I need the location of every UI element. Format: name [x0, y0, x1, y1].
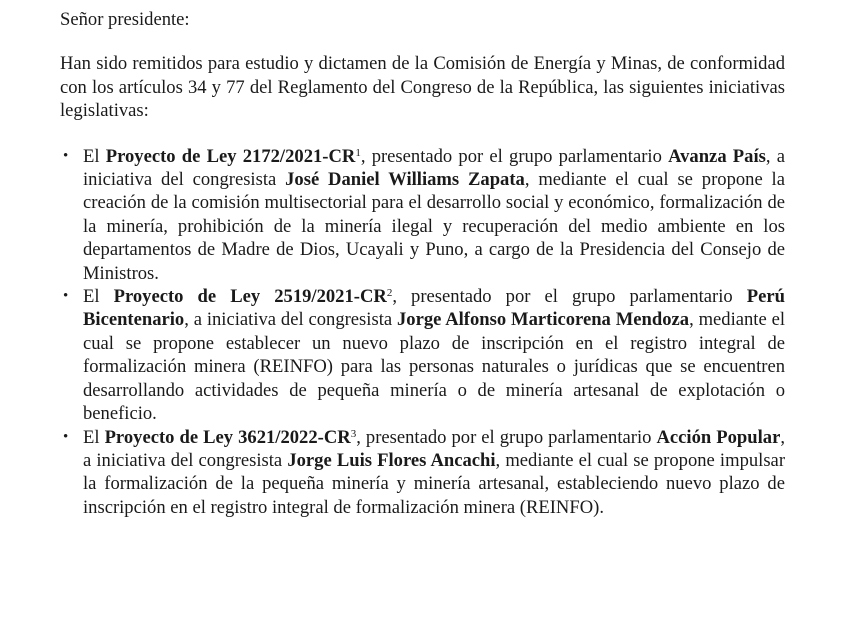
item-text: , presentado por el grupo parlamentario [356, 426, 657, 448]
project-id: Proyecto de Ley 2519/2021-CR [113, 286, 387, 308]
greeting: Señor presidente: [60, 9, 190, 30]
parliamentary-group: Acción Popular [656, 426, 781, 448]
item-text: , a iniciativa del congresista [184, 309, 397, 331]
initiatives-list [60, 145, 785, 520]
item-text: , mediante el cual se propone la creación de la comisión multisectorial para el desarrollo social y económico, formalización de la minería, prohibición de la minería ilegal y recuperación del medio ambiente en los departamentos de Madre de Dios, Ucayali y Puno, a cargo de la Presidencia del Consejo de Ministros. [83, 169, 785, 284]
footnote-ref[interactable]: 1 [355, 146, 361, 159]
item-text: El [83, 145, 106, 167]
congressman-name: José Daniel Williams Zapata [285, 169, 525, 191]
item-text: , a iniciativa del congresista [83, 145, 785, 191]
item-text: , a iniciativa del congresista [83, 426, 785, 471]
item-text: , presentado por el grupo parlamentario [360, 145, 669, 167]
footnote-ref[interactable]: 2 [386, 287, 393, 300]
project-id: Proyecto de Ley 3621/2022-CR [104, 426, 351, 448]
item-text: El [83, 286, 114, 308]
congressman-name: Jorge Luis Flores Ancachi [287, 449, 496, 471]
list-item [60, 285, 785, 425]
item-text: El [83, 426, 105, 448]
parliamentary-group: Avanza País [668, 145, 766, 167]
bullet-icon: • [63, 288, 69, 305]
project-id: Proyecto de Ley 2172/2021-CR [105, 145, 356, 167]
item-text: , mediante el cual se propone establecer un nuevo plazo de inscripción en el registro integral de formalización minera (REINFO) para las personas naturales o jurídicas que se encuentren desarrollando actividades de pequeña minería o de minería artesanal de explotación o beneficio. [83, 309, 786, 425]
item-text: , mediante el cual se propone impulsar la formalización de la pequeña minería y minería artesanal, estableciendo nuevo plazo de inscripción en el registro integral de formalización minera (REINFO). [83, 449, 786, 518]
bullet-icon: • [63, 147, 69, 164]
intro-paragraph: Han sido remitidos para estudio y dictamen de la Comisión de Energía y Minas, de conformidad con los artículos 34 y 77 del Reglamento del Congreso de la República, las siguientes iniciativas legislativas: [60, 53, 785, 122]
parliamentary-group: Perú Bicentenario [83, 286, 785, 331]
list-item [60, 426, 785, 520]
item-text: , presentado por el grupo parlamentario [392, 286, 747, 308]
list-item [60, 145, 785, 285]
congressman-name: Jorge Alfonso Marticorena Mendoza [396, 309, 690, 331]
bullet-icon: • [63, 428, 69, 445]
footnote-ref[interactable]: 3 [350, 427, 357, 440]
document-page [60, 8, 785, 519]
